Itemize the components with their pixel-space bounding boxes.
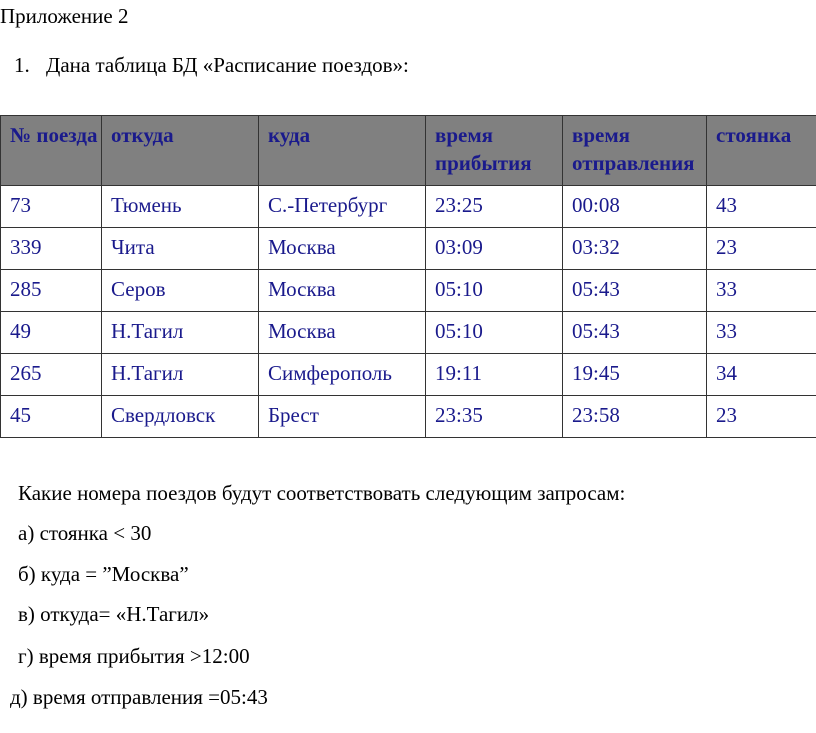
cell-train-number: 285 xyxy=(1,270,102,312)
cell-departure-time: 19:45 xyxy=(563,354,707,396)
cell-train-number: 265 xyxy=(1,354,102,396)
header-train-number: № поезда xyxy=(1,116,102,186)
header-from: откуда xyxy=(102,116,259,186)
cell-arrival-time: 23:25 xyxy=(426,186,563,228)
cell-departure-time: 05:43 xyxy=(563,312,707,354)
cell-train-number: 49 xyxy=(1,312,102,354)
cell-train-number: 339 xyxy=(1,228,102,270)
cell-to: Москва xyxy=(259,228,426,270)
cell-from: Н.Тагил xyxy=(102,354,259,396)
question-a: а) стоянка < 30 xyxy=(18,521,152,545)
header-to: куда xyxy=(259,116,426,186)
question-d: д) время отправления =05:43 xyxy=(10,685,268,709)
cell-train-number: 73 xyxy=(1,186,102,228)
cell-to: Брест xyxy=(259,396,426,438)
header-stop-duration: стоянка xyxy=(707,116,816,186)
header-arrival-time: время прибытия xyxy=(426,116,563,186)
question-v: в) откуда= «Н.Тагил» xyxy=(18,602,210,626)
table-row xyxy=(1,228,816,270)
cell-stop-duration: 34 xyxy=(707,354,816,396)
cell-stop-duration: 43 xyxy=(707,186,816,228)
table-row xyxy=(1,396,816,438)
questions-intro: Какие номера поездов будут соответствовать следующим запросам: xyxy=(18,481,626,505)
cell-train-number: 45 xyxy=(1,396,102,438)
task-text: Дана таблица БД «Расписание поездов»: xyxy=(46,53,409,77)
cell-arrival-time: 19:11 xyxy=(426,354,563,396)
cell-from: Свердловск xyxy=(102,396,259,438)
cell-arrival-time: 23:35 xyxy=(426,396,563,438)
cell-from: Чита xyxy=(102,228,259,270)
cell-stop-duration: 33 xyxy=(707,270,816,312)
cell-to: Москва xyxy=(259,270,426,312)
cell-stop-duration: 23 xyxy=(707,396,816,438)
cell-departure-time: 03:32 xyxy=(563,228,707,270)
cell-arrival-time: 05:10 xyxy=(426,312,563,354)
cell-from: Тюмень xyxy=(102,186,259,228)
table-row xyxy=(1,186,816,228)
cell-departure-time: 05:43 xyxy=(563,270,707,312)
table-row xyxy=(1,354,816,396)
appendix-title: Приложение 2 xyxy=(0,4,129,28)
cell-arrival-time: 03:09 xyxy=(426,228,563,270)
task-number: 1. xyxy=(14,53,30,77)
question-g: г) время прибытия >12:00 xyxy=(18,644,250,668)
header-departure-time: время отправления xyxy=(563,116,707,186)
cell-stop-duration: 23 xyxy=(707,228,816,270)
cell-from: Серов xyxy=(102,270,259,312)
task-heading xyxy=(14,53,409,77)
cell-to: Москва xyxy=(259,312,426,354)
cell-arrival-time: 05:10 xyxy=(426,270,563,312)
cell-to: Симферополь xyxy=(259,354,426,396)
cell-to: С.-Петербург xyxy=(259,186,426,228)
table-row xyxy=(1,270,816,312)
table-header-row xyxy=(1,116,816,186)
table-row xyxy=(1,312,816,354)
question-b: б) куда = ”Москва” xyxy=(18,562,189,586)
train-schedule-table xyxy=(0,115,816,438)
cell-departure-time: 00:08 xyxy=(563,186,707,228)
cell-from: Н.Тагил xyxy=(102,312,259,354)
cell-stop-duration: 33 xyxy=(707,312,816,354)
cell-departure-time: 23:58 xyxy=(563,396,707,438)
